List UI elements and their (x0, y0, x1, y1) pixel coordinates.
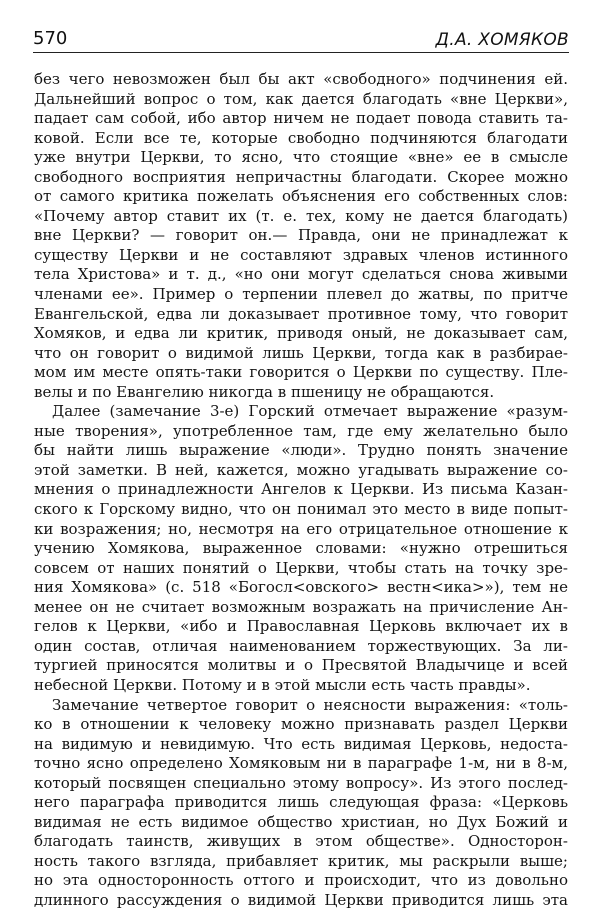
page-number: 570 (33, 28, 68, 49)
text-line: точно ясно определено Хомяковым ни в параграфе 1-м, ни в 8-м, (34, 754, 568, 773)
text-line: Замечание четвертое говорит о неясности выражения: «толь- (52, 695, 568, 714)
text-line: без чего невозможен был бы акт «свободного» подчинения ей. (34, 70, 568, 88)
text-line: длинного рассуждения о видимой Церкви приводится лишь эта (34, 890, 568, 909)
text-line: бы найти лишь выражение «люди». Трудно понять значение (34, 441, 568, 460)
text-line: от самого критика пожелать объяснения его собственных слов: (34, 187, 568, 206)
paragraph (34, 402, 568, 695)
text-line: который посвящен специально этому вопросу». Из этого послед- (34, 773, 568, 792)
text-line: но эта односторонность оттого и происходит, что из довольно (34, 871, 568, 890)
text-line: один состав, отличая наименованием торжествующих. За ли- (34, 636, 568, 655)
text-line: менее он не считает возможным возражать на причисление Ан- (34, 597, 568, 616)
text-line: ные творения», употребленное там, где ему желательно было (34, 421, 568, 440)
text-line: этой заметки. В ней, кажется, можно угадывать выражение со- (34, 460, 568, 479)
text-line: него параграфа приводится лишь следующая фраза: «Церковь (34, 793, 568, 812)
text-line: свободного восприятия непричастны благодати. Скорее можно (34, 167, 568, 186)
text-line: Дальнейший вопрос о том, как дается благодать «вне Церкви», (34, 89, 568, 108)
text-line: гелов к Церкви, «ибо и Православная Церковь включает их в (34, 617, 568, 636)
text-line: мнения о принадлежности Ангелов к Церкви. Из письма Казан- (34, 480, 568, 499)
text-line: Хомяков, и едва ли критик, приводя оный, не доказывает сам, (34, 324, 568, 343)
text-line: ность такого взгляда, прибавляет критик, мы раскрыли выше; (34, 851, 568, 870)
text-line: Далее (замечание 3-е) Горский отмечает выражение «разум- (52, 402, 568, 421)
text-line: ского к Горскому видно, что он понимал это место в виде попыт- (34, 500, 568, 519)
text-line: на видимую и невидимую. Что есть видимая Церковь, недоста- (34, 734, 568, 753)
text-line: тургией приносятся молитвы и о Пресвятой Владычице и всей (34, 656, 568, 675)
text-line: видимая не есть видимое общество христиан, но Дух Божий и (34, 812, 568, 831)
text-line: благодать таинств, живущих в этом обществе». Односторон- (34, 832, 568, 851)
paragraph (34, 70, 568, 402)
text-line: уже внутри Церкви, то ясно, что стоящие «вне» ее в смысле (34, 148, 568, 167)
text-line: тела Христова» и т. д., «но они могут сделаться снова живыми (34, 265, 568, 284)
text-line: учению Хомякова, выраженное словами: «нужно отрешиться (34, 539, 568, 558)
text-line: существу Церкви и не составляют здравых членов истинного (34, 245, 568, 264)
text-line: падает сам собой, ибо автор ничем не подает повода ставить та- (34, 109, 568, 128)
text-line: ния Хомякова» (с. 518 «Богосл<овского> вестн<ика>»), тем не (34, 578, 568, 597)
text-line: совсем от наших понятий о Церкви, чтобы стать на точку зре- (34, 558, 568, 577)
text-line: небесной Церкви. Потому и в этой мысли есть часть правды». (34, 675, 531, 694)
text-line: вне Церкви? — говорит он.— Правда, они не принадлежат к (34, 226, 568, 245)
text-line: членами ее». Пример о терпении плевел до жатвы, по притче (34, 285, 568, 304)
text-line: ки возражения; но, несмотря на его отрицательное отношение к (34, 519, 568, 538)
text-line: «Почему автор ставит их (т. е. тех, кому не дается благодать) (34, 206, 568, 225)
body-text (34, 70, 568, 911)
text-line: велы и по Евангелию никогда в пшеницу не обращаются. (34, 382, 495, 401)
text-line: ко в отношении к человеку можно признавать раздел Церкви (34, 715, 568, 734)
text-line: ковой. Если все те, которые свободно подчиняются благодати (34, 128, 568, 147)
page-header (33, 28, 569, 53)
paragraph (34, 696, 568, 911)
text-line: Евангельской, едва ли доказывает противное тому, что говорит (34, 304, 568, 323)
text-line: что он говорит о видимой лишь Церкви, тогда как в разбирае- (34, 343, 568, 362)
running-title: Д.А. ХОМЯКОВ (435, 30, 569, 50)
text-line: мом им месте опять-таки говорится о Церкви по существу. Пле- (34, 363, 568, 382)
